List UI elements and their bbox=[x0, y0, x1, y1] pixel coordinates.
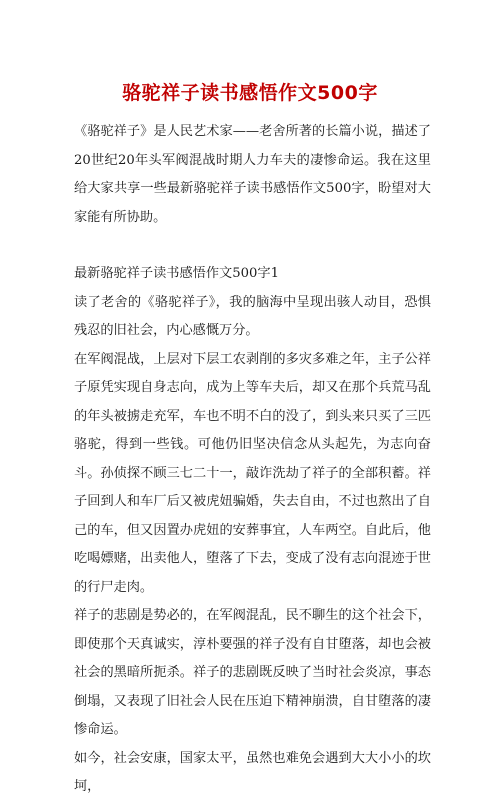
body-paragraph-1: 读了老舍的《骆驼祥子》，我的脑海中呈现出骇人动目，恐惧残忍的旧社会，内心感慨万分。 bbox=[74, 294, 431, 338]
document-title: 骆驼祥子读书感悟作文500字 bbox=[122, 82, 378, 104]
document-body bbox=[74, 118, 431, 802]
body-paragraph-2: 在军阀混战，上层对下层工农剥削的多灾多难之年，主子公祥子原凭实现自身志向，成为上等车夫后，却又在那个兵荒马乱的年头被掳走充军，车也不明不白的没了，到头来只买了三匹骆驼，得到一些钱。可他仍旧坚决信念从头起先，为志向奋斗。孙侦探不顾三七二十一，敲诈洗劫了祥子的全部积蓄。祥子回到人和车厂后又被虎妞骗婚，失去自由，不过也熬出了自己的车，但又因置办虎妞的安葬事宜，人车两空。自此后，他吃喝嫖赌，出卖他人，堕落了下去，变成了没有志向混迹于世的行尸走肉。 bbox=[74, 351, 431, 595]
intro-paragraph: 《骆驼祥子》是人民艺术家——老舍所著的长篇小说，描述了20世纪20年头军阀混战时期人力车夫的凄惨命运。我在这里给大家共享一些最新骆驼祥子读书感悟作文500字，盼望对大家能有所协助。 bbox=[74, 124, 431, 225]
body-paragraph-3: 祥子的悲剧是势必的，在军阀混乱，民不聊生的这个社会下，即使那个天真诚实，淳朴要强的祥子没有自甘堕落，却也会被社会的黑暗所扼杀。祥子的悲剧既反映了当时社会炎凉，事态倒塌，又表现了旧社会人民在压迫下精神崩溃，自甘堕落的凄惨命运。 bbox=[74, 608, 431, 737]
section-heading: 最新骆驼祥子读书感悟作文500字1 bbox=[74, 266, 279, 281]
paragraph-spacer bbox=[74, 232, 431, 260]
body-paragraph-4: 如今，社会安康，国家太平，虽然也难免会遇到大大小小的坎坷， bbox=[74, 750, 431, 794]
